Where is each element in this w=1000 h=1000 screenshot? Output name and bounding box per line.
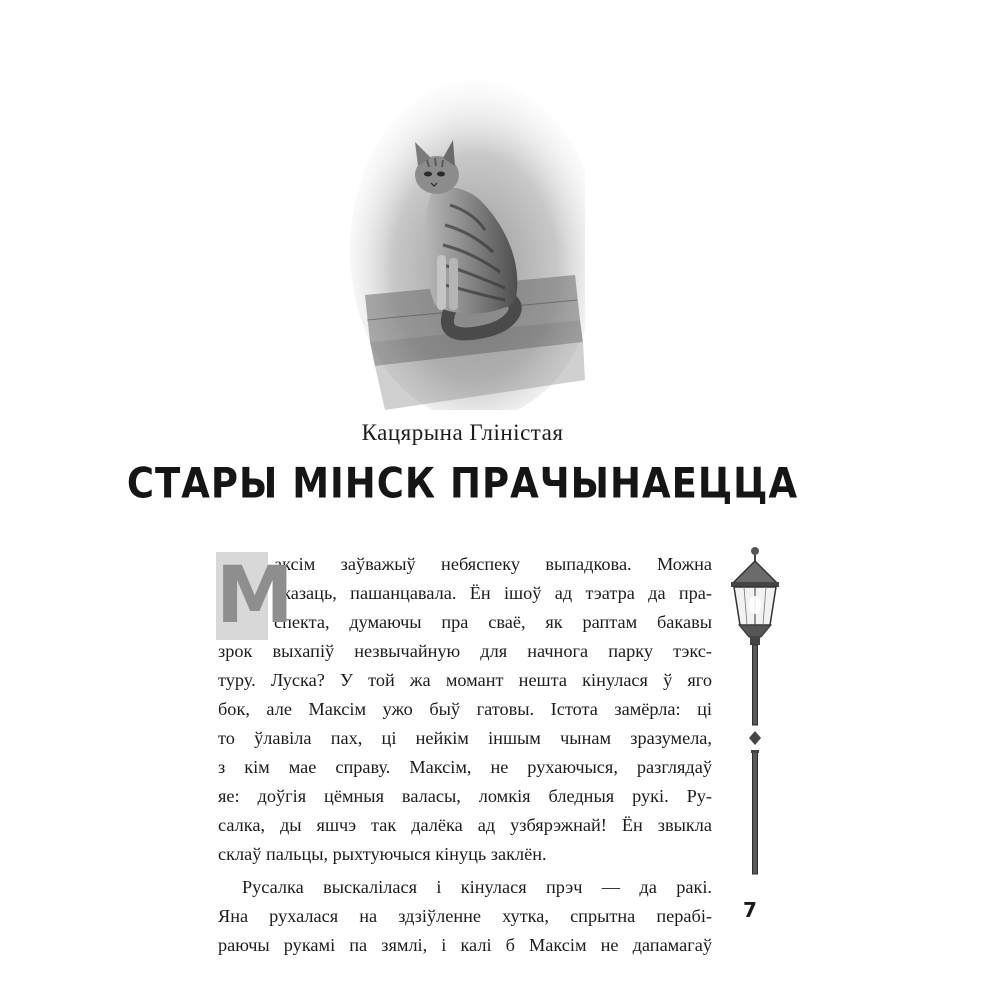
paragraph-2 <box>218 873 712 960</box>
text-line: туру. Луска? У той жа момант нешта кінулася ў яго <box>218 670 712 690</box>
author-name: Кацярына Гліністая <box>361 420 564 445</box>
text-line: склаў пальцы, рыхтуючыся кінуць заклён. <box>218 844 547 864</box>
text-line: з кім мае справу. Максім, не рухаючыся, разглядаў <box>218 757 712 777</box>
text-line: бок, але Максім ужо быў гатовы. Істота замёрла: ці <box>218 699 712 719</box>
text-line: спекта, думаючы пра сваё, як раптам бакавы <box>274 612 712 632</box>
text-line: то ўлавіла пах, ці нейкім іншым чынам зразумела, <box>218 728 712 748</box>
story-title: СТАРЫ МІНСК ПРАЧЫНАЕЦЦА <box>126 459 799 508</box>
text-line: салка, ды яшчэ так далёка ад узбярэжнай! Ён звыкла <box>218 815 712 835</box>
story-text <box>218 550 712 960</box>
street-lamp-icon <box>725 545 785 880</box>
text-line: сказаць, пашанцавала. Ён ішоў ад тэатра да пра- <box>274 583 712 603</box>
text-line: раючы рукамі па зямлі, і калі б Максім не дапамагаў <box>218 935 712 955</box>
text-line: яе: доўгія цёмныя валасы, ломкія бледныя рукі. Ру- <box>218 786 712 806</box>
page-number: 7 <box>743 898 757 922</box>
drop-cap: М <box>216 551 294 641</box>
text-line: Яна рухалася на здзіўленне хутка, спрытна перабі- <box>218 906 712 926</box>
text-line: аксім заўважыў небяспеку выпадкова. Можна <box>274 554 712 574</box>
street-lamp-illustration <box>725 545 785 880</box>
cat-on-steps-image <box>345 80 585 410</box>
text-line: Русалка выскалілася і кінулася прэч — да ракі. <box>242 877 712 897</box>
cat-illustration <box>345 80 585 410</box>
text-line: зрок выхапіў незвычайную для начнога парку тэкс- <box>218 641 712 661</box>
